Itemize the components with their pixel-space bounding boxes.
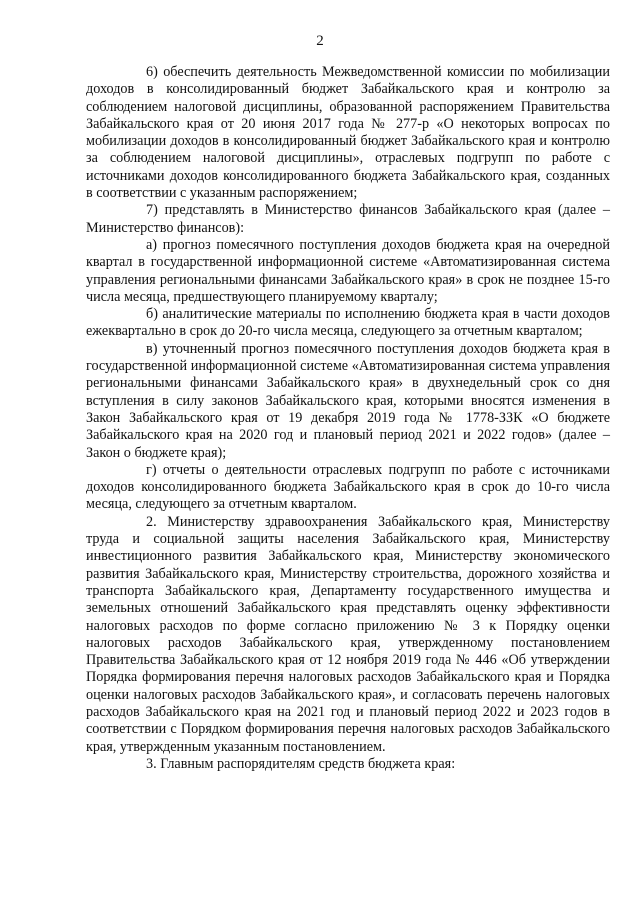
- paragraph-section-2: 2. Министерству здравоохранения Забайкальского края, Министерству труда и социальной защиты населения Забайкальского края, Министерству инвестиционного развития Забайкальского края, Министерству экономического развития Забайкальского края, Министерству строительства, дорожного хозяйства и транспорта Забайкальского края, Департаменту государственного имущества и земельных отношений Забайкальского края представлять оценку эффективности налоговых расходов по форме согласно приложению № 3 к Порядку оценки налоговых расходов Забайкальского края, утвержденному постановлением Правительства Забайкальского края от 12 ноября 2019 года № 446 «Об утверждении Порядка формирования перечня налоговых расходов Забайкальского края и Порядка оценки налоговых расходов Забайкальского края», и согласовать перечень налоговых расходов Забайкальского края на 2021 год и плановый период 2022 и 2023 годов в соответствии с Порядком формирования перечня налоговых расходов Забайкальского края, утвержденным указанным постановлением.: [86, 513, 610, 755]
- paragraph-subitem-b: б) аналитические материалы по исполнению бюджета края в части доходов ежеквартально в срок до 20-го числа месяца, следующего за отчетным кварталом;: [86, 306, 610, 340]
- paragraph-subitem-g: г) отчеты о деятельности отраслевых подгрупп по работе с источниками доходов консолидированного бюджета Забайкальского края в срок до 10-го числа месяца, следующего за отчетным кварталом.: [86, 461, 610, 513]
- paragraph-subitem-v: в) уточненный прогноз помесячного поступления доходов бюджета края в государственной информационной системе «Автоматизированная система управления региональными финансами Забайкальского края» в двухнедельный срок со дня вступления в силу законов Забайкальского края, которыми вносятся изменения в Закон Забайкальского края от 19 декабря 2019 года № 1778-ЗЗК «О бюджете Забайкальского края на 2020 год и плановый период 2021 и 2022 годов» (далее – Закон о бюджете края);: [86, 340, 610, 461]
- paragraph-item-6: 6) обеспечить деятельность Межведомственной комиссии по мобилизации доходов в консолидированный бюджет Забайкальского края и контролю за соблюдением налоговой дисциплины, образованной распоряжением Правительства Забайкальского края от 20 июня 2017 года № 277-р «О некоторых вопросах по мобилизации доходов в консолидированный бюджет Забайкальского края и контролю за соблюдением налоговой дисциплины», отраслевых подгрупп по работе с источниками доходов консолидированного бюджета Забайкальского края, созданных в соответствии с указанным распоряжением;: [86, 64, 610, 202]
- paragraph-item-7: 7) представлять в Министерство финансов Забайкальского края (далее – Министерство финансов):: [86, 202, 610, 236]
- document-body: [86, 64, 610, 773]
- paragraph-subitem-a: а) прогноз помесячного поступления доходов бюджета края на очередной квартал в государственной информационной системе «Автоматизированная система управления региональными финансами Забайкальского края» в срок не позднее 15-го числа месяца, предшествующего планируемому кварталу;: [86, 236, 610, 305]
- paragraph-section-3: 3. Главным распорядителям средств бюджета края:: [146, 755, 456, 772]
- page-number: 2: [316, 33, 324, 49]
